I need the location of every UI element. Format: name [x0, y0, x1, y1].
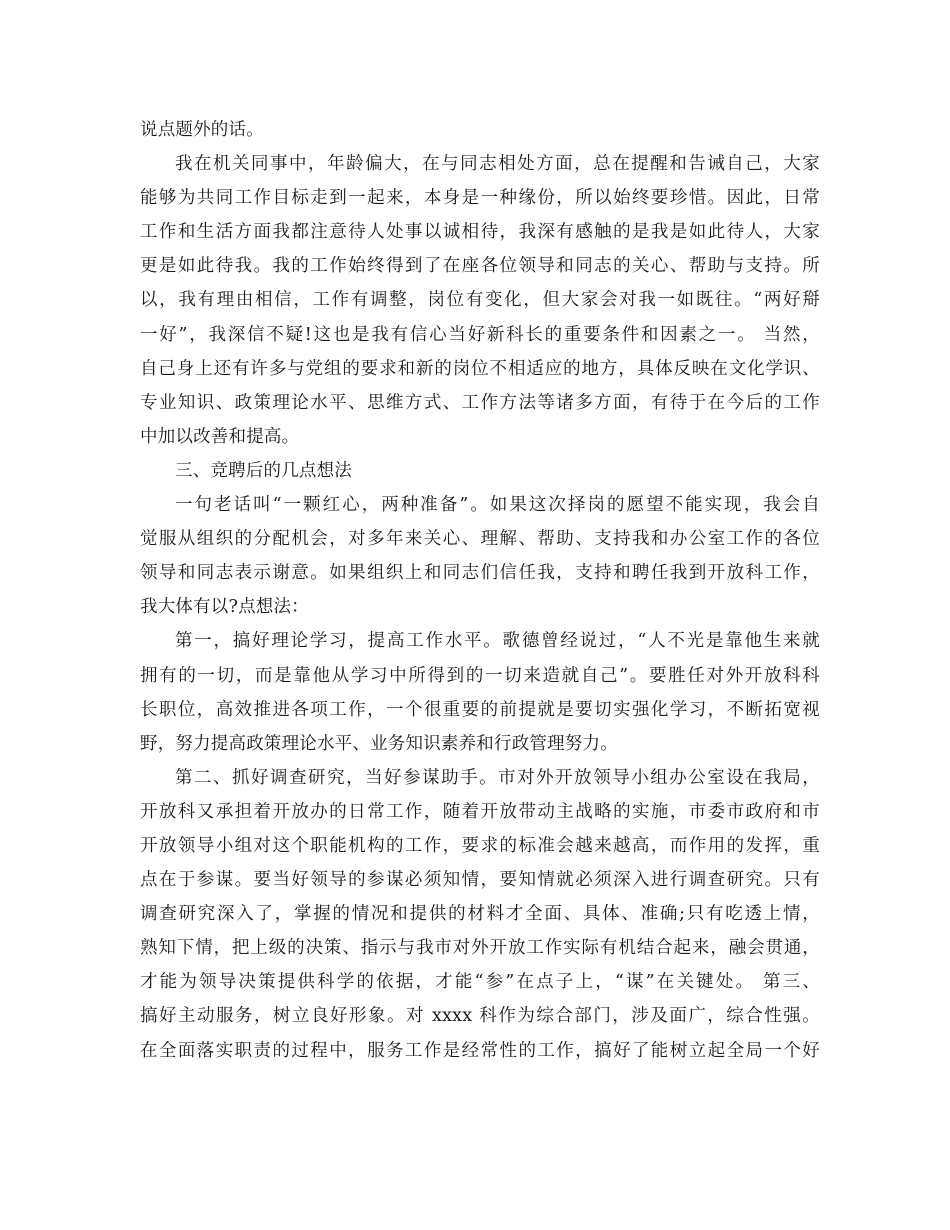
text-line: 我大体有以?点想法：: [140, 597, 309, 618]
text-line: 更是如此待我。我的工作始终得到了在座各位领导和同志的关心、帮助与支持。所: [140, 256, 820, 277]
text-line: 才能为领导决策提供科学的依据，才能“参”在点子上，“谋”在关键处。 第三、: [140, 972, 820, 993]
text-line: 拥有的一切，而是靠他从学习中所得到的一切来造就自己”。要胜任对外开放科科: [140, 665, 820, 686]
text-line: 工作和生活方面我都注意待人处事以诚相待，我深有感触的是我是如此待人，大家: [140, 222, 820, 243]
text-line: 一好”，我深信不疑!这也是我有信心当好新科长的重要条件和因素之一。 当然，: [140, 324, 820, 345]
text-line: 点在于参谋。要当好领导的参谋必须知情，要知情就必须深入进行调查研究。只有: [140, 870, 820, 891]
text-line: 三、竞聘后的几点想法: [175, 460, 352, 481]
text-line: 开放科又承担着开放办的日常工作，随着开放带动主战略的实施，市委市政府和市: [140, 801, 820, 822]
text-line: 熟知下情，把上级的决策、指示与我市对外开放工作实际有机结合起来，融会贯通，: [140, 938, 820, 959]
text-line: 调查研究深入了，掌握的情况和提供的材料才全面、具体、准确;只有吃透上情，: [140, 904, 820, 925]
text-line: 我在机关同事中，年龄偏大，在与同志相处方面，总在提醒和告诫自己，大家: [175, 154, 820, 175]
text-line: 专业知识、政策理论水平、思维方式、工作方法等诸多方面，有待于在今后的工作: [140, 392, 820, 413]
text-line: 中加以改善和提高。: [140, 426, 300, 447]
text-line: 觉服从组织的分配机会，对多年来关心、理解、帮助、支持我和办公室工作的各位: [140, 529, 820, 550]
text-line: 能够为共同工作目标走到一起来，本身是一种缘份，所以始终要珍惜。因此，日常: [140, 188, 820, 209]
text-line: 第二、抓好调查研究，当好参谋助手。市对外开放领导小组办公室设在我局，: [175, 767, 820, 788]
text-line: 一句老话叫“一颗红心，两种准备”。如果这次择岗的愿望不能实现，我会自: [175, 495, 820, 516]
text-line: 在全面落实职责的过程中，服务工作是经常性的工作，搞好了能树立起全局一个好: [140, 1040, 820, 1061]
text-line: 开放领导小组对这个职能机构的工作，要求的标准会越来越高，而作用的发挥，重: [140, 835, 820, 856]
text-line: 第一，搞好理论学习，提高工作水平。歌德曾经说过，“人不光是靠他生来就: [175, 631, 820, 652]
text-line: 搞好主动服务，树立良好形象。对 xxxx 科作为综合部门，涉及面广，综合性强。: [140, 1006, 820, 1027]
text-line: 领导和同志表示谢意。如果组织上和同志们信任我，支持和聘任我到开放科工作，: [140, 563, 820, 584]
text-line: 野，努力提高政策理论水平、业务知识素养和行政管理努力。: [140, 733, 618, 754]
text-line: 长职位，高效推进各项工作，一个很重要的前提就是要切实强化学习，不断拓宽视: [140, 699, 820, 720]
text-line: 自己身上还有许多与党组的要求和新的岗位不相适应的地方，具体反映在文化学识、: [140, 358, 820, 379]
text-line: 以，我有理由相信，工作有调整，岗位有变化，但大家会对我一如既往。“两好搿: [140, 290, 820, 311]
text-line: 说点题外的话。: [140, 120, 264, 140]
document-body: [140, 113, 820, 1068]
